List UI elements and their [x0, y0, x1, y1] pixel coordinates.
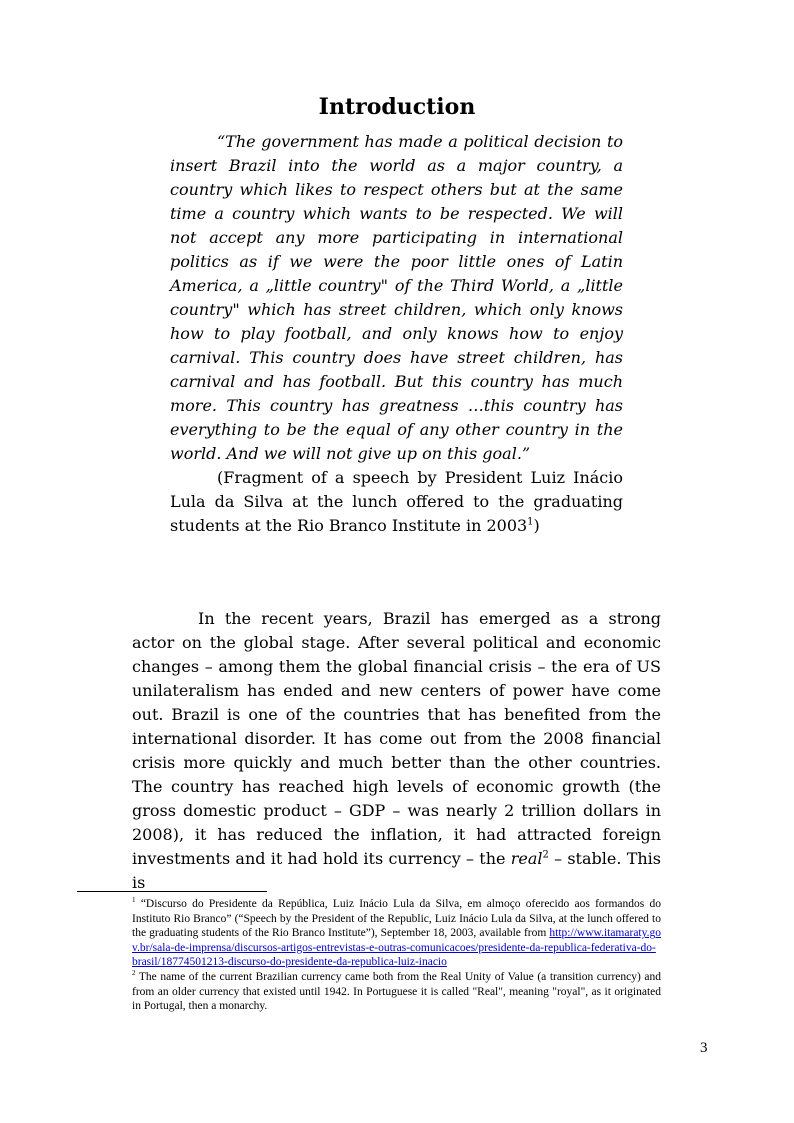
quote-source-text: (Fragment of a speech by President Luiz Inácio Lula da Silva at the lunch offered to the graduating students at the Rio Branco Institute in 2003: [170, 468, 623, 535]
quote-source: [170, 466, 623, 538]
body-paragraph-part1: In the recent years, Brazil has emerged as a strong actor on the global stage. After several political and economic changes – among them the global financial crisis – the era of US unilateralism has ended and new centers of power have come out. Brazil is one of the countries that has benefited from the international disorder. It has come out from the 2008 financial crisis more quickly and much better than the other countries. The country has reached high levels of economic growth (the gross domestic product – GDP – was nearly 2 trillion dollars in 2008), it has reduced the inflation, it had attracted foreign investments and it had hold its currency – the: [132, 609, 661, 868]
footnote-ref-1[interactable]: 1: [527, 516, 534, 528]
footnote-1-number: 1: [132, 896, 136, 905]
real-term: real: [510, 849, 543, 868]
body-paragraph-part2: – stable. This is: [132, 849, 662, 892]
quote-block: [170, 130, 623, 538]
body-paragraph: [132, 607, 661, 895]
footnote-1-text: “Discurso do Presidente da República, Luiz Inácio Lula da Silva, em almoço oferecido aos formandos do Instituto Rio Branco” (“Speech by the President of the Republic, Luiz Inácio Lula da Silva, at the lunch offered to the graduating students of the Rio Branco Institute”), September 18, 2003, available from: [132, 898, 662, 940]
footnote-2-text: The name of the current Brazilian currency came both from the Real Unity of Value (a transition currency) and from an older currency that existed until 1942. In Portuguese it is called "Real", meaning "royal", as it originated in Portugal, then a monarchy.: [132, 970, 661, 1013]
quote-text: “The government has made a political decision to insert Brazil into the world as a major country, a country which likes to respect others but at the same time a country which wants to be respected. We will not accept any more participating in international politics as if we were the poor little ones of Latin America, a „little country" of the Third World, a „little country" which has street children, which only knows how to play football, and only knows how to enjoy carnival. This country does have street children, has carnival and has football. But this country has much more. This country has greatness …this country has everything to be the equal of any other country in the world. And we will not give up on this goal.”: [170, 132, 623, 463]
footnote-ref-2[interactable]: 2: [542, 849, 549, 861]
body-text: [132, 607, 661, 895]
footnote-separator: [77, 891, 267, 892]
footnote-1: [132, 897, 661, 970]
quote-source-close: ): [533, 516, 540, 535]
footnote-2: [132, 970, 661, 1014]
page-number: 3: [700, 1040, 708, 1056]
footnote-2-number: 2: [132, 969, 136, 978]
footnote-1-link[interactable]: http://www.itamaraty.gov.br/sala-de-imprensa/discursos-artigos-entrevistas-e-outras-comunicacoes/presidente-da-republica-federativa-do-brasil/18774501213-discurso-do-presidente-da-republica-luiz-inacio: [132, 927, 661, 969]
page-title: Introduction: [318, 94, 476, 120]
footnotes: [132, 897, 661, 1014]
